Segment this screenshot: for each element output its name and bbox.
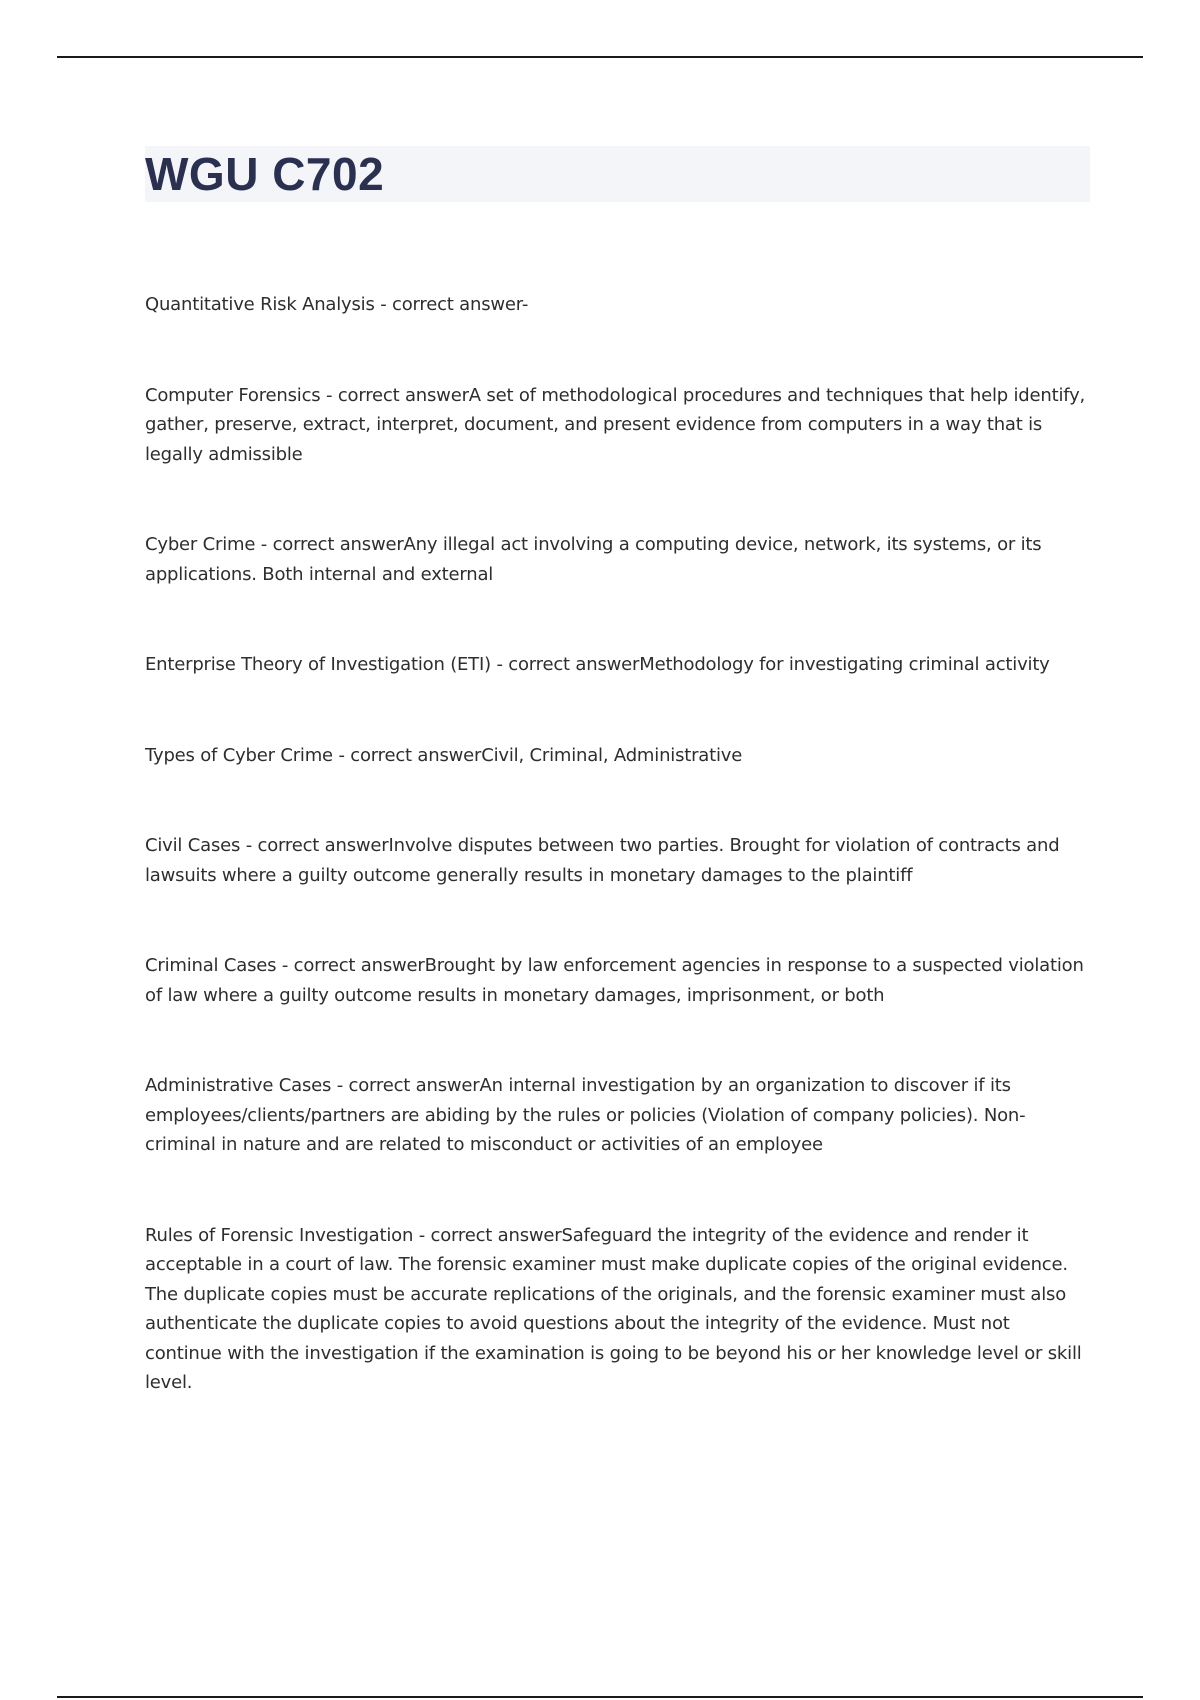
qa-separator: - <box>332 744 351 766</box>
qa-item <box>145 951 1090 1010</box>
qa-answer-label: correct answer <box>337 384 469 406</box>
qa-separator: - <box>374 294 393 315</box>
qa-term: Computer Forensics <box>145 384 321 406</box>
qa-answer-label: correct answer <box>350 744 482 766</box>
qa-item <box>145 1221 1090 1398</box>
qa-answer-label: correct answer <box>257 835 389 856</box>
qa-term: Cyber Crime <box>145 534 256 555</box>
qa-definition: - <box>521 294 529 315</box>
qa-definition: Involve disputes between two parties. Brought for violation of contracts and lawsuits where a guilty outcome generally results in monetary damages to the plaintiff <box>145 835 1060 886</box>
qa-separator: - <box>276 955 294 976</box>
qa-answer-label: correct answer <box>293 955 425 976</box>
qa-item <box>145 1071 1090 1160</box>
qa-term: Types of Cyber Crime <box>145 744 333 766</box>
page-top-rule <box>57 56 1143 58</box>
qa-definition: Any illegal act involving a computing device, network, its systems, or its applications. Both internal and external <box>145 534 1042 585</box>
qa-separator: - <box>240 835 258 856</box>
qa-term: Civil Cases <box>145 835 241 856</box>
qa-definition: A set of methodological procedures and techniques that help identify, gather, preserve, extract, interpret, document, and present evidence from computers in a way that is legally admissible <box>145 384 1086 465</box>
qa-answer-label: correct answer <box>348 1075 480 1096</box>
qa-definition: Civil, Criminal, Administrative <box>481 744 743 766</box>
qa-definition: Methodology for investigating criminal activity <box>639 654 1050 675</box>
qa-answer-label: correct answer <box>508 654 640 675</box>
qa-item <box>145 650 1090 680</box>
page-bottom-rule <box>57 1696 1143 1698</box>
qa-item <box>145 741 1090 771</box>
qa-term: Quantitative Risk Analysis <box>145 294 375 315</box>
qa-separator: - <box>331 1075 349 1096</box>
qa-answer-label: correct answer <box>392 294 522 315</box>
qa-separator: - <box>490 654 509 675</box>
qa-term: Enterprise Theory of Investigation (ETI) <box>145 654 491 675</box>
qa-term: Administrative Cases <box>145 1075 332 1096</box>
qa-separator: - <box>255 534 273 555</box>
qa-definition: An internal investigation by an organization to discover if its employees/clients/partners are abiding by the rules or policies (Violation of company policies). Non-criminal in nature and are related to misconduct or activities of an employee <box>145 1075 1026 1155</box>
qa-item <box>145 381 1090 470</box>
qa-separator: - <box>413 1224 431 1246</box>
qa-answer-label: correct answer <box>272 534 404 555</box>
qa-term: Rules of Forensic Investigation <box>145 1224 414 1246</box>
qa-answer-label: correct answer <box>430 1224 562 1246</box>
qa-separator: - <box>320 384 338 406</box>
qa-list <box>145 290 1090 1459</box>
qa-item <box>145 290 1090 320</box>
qa-definition: Safeguard the integrity of the evidence and render it acceptable in a court of law. The forensic examiner must make duplicate copies of the original evidence. The duplicate copies must be accurate replications of the originals, and the forensic examiner must also authenticate the duplicate copies to avoid questions about the integrity of the evidence. Must not continue with the investigation if the examination is going to be beyond his or her knowledge level or skill level. <box>145 1224 1082 1393</box>
qa-item <box>145 831 1090 890</box>
document-title: WGU C702 <box>145 148 385 200</box>
qa-term: Criminal Cases <box>145 955 277 976</box>
qa-definition: Brought by law enforcement agencies in response to a suspected violation of law where a guilty outcome results in monetary damages, imprisonment, or both <box>145 955 1084 1006</box>
qa-item <box>145 530 1090 589</box>
